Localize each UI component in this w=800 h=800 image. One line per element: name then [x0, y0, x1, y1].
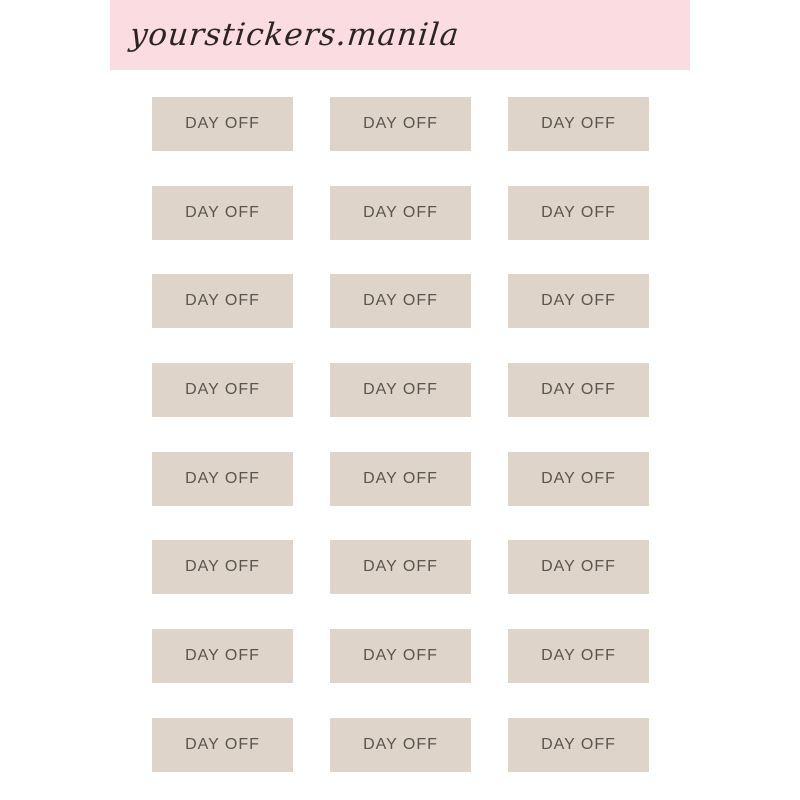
sticker-label: DAY OFF	[185, 203, 260, 221]
sticker-label: DAY OFF	[185, 558, 260, 576]
sticker-label: DAY OFF	[185, 647, 260, 665]
day-off-sticker	[508, 186, 649, 240]
day-off-sticker	[508, 629, 649, 683]
sticker-label: DAY OFF	[363, 381, 438, 399]
sticker-label: DAY OFF	[363, 203, 438, 221]
sticker-label: DAY OFF	[541, 115, 616, 132]
day-off-sticker	[508, 718, 649, 772]
day-off-sticker	[152, 274, 293, 328]
sticker-label: DAY OFF	[363, 647, 438, 665]
sticker-label: DAY OFF	[363, 558, 438, 576]
day-off-sticker	[152, 186, 293, 240]
day-off-sticker	[330, 718, 471, 772]
sticker-label: DAY OFF	[185, 292, 260, 310]
day-off-sticker	[508, 363, 649, 417]
sticker-label: DAY OFF	[363, 735, 438, 753]
sticker-label: DAY OFF	[185, 469, 260, 487]
sticker-label: DAY OFF	[185, 735, 260, 753]
brand-banner	[110, 0, 690, 70]
day-off-sticker	[152, 629, 293, 683]
sticker-label: DAY OFF	[541, 292, 616, 310]
day-off-sticker	[330, 274, 471, 328]
sticker-label: DAY OFF	[541, 381, 616, 399]
day-off-sticker	[330, 186, 471, 240]
day-off-sticker	[152, 363, 293, 417]
sticker-label: DAY OFF	[541, 558, 616, 576]
day-off-sticker	[330, 452, 471, 506]
day-off-sticker	[508, 97, 649, 151]
day-off-sticker	[152, 718, 293, 772]
sticker-label: DAY OFF	[541, 647, 616, 665]
sticker-label: DAY OFF	[541, 735, 616, 753]
day-off-sticker	[152, 540, 293, 594]
day-off-sticker	[152, 452, 293, 506]
day-off-sticker	[508, 274, 649, 328]
day-off-sticker	[330, 540, 471, 594]
day-off-sticker	[152, 97, 293, 151]
day-off-sticker	[330, 629, 471, 683]
sticker-label: DAY OFF	[185, 115, 260, 132]
day-off-sticker	[330, 97, 471, 151]
sticker-label: DAY OFF	[541, 469, 616, 487]
sticker-label: DAY OFF	[363, 292, 438, 310]
day-off-sticker	[508, 540, 649, 594]
sticker-label: DAY OFF	[541, 203, 616, 221]
day-off-sticker	[330, 363, 471, 417]
brand-script-text: yourstickers.manila	[128, 17, 462, 53]
sticker-label: DAY OFF	[363, 115, 438, 132]
sticker-grid	[152, 97, 649, 772]
sticker-label: DAY OFF	[185, 381, 260, 399]
day-off-sticker	[508, 452, 649, 506]
sticker-label: DAY OFF	[363, 469, 438, 487]
